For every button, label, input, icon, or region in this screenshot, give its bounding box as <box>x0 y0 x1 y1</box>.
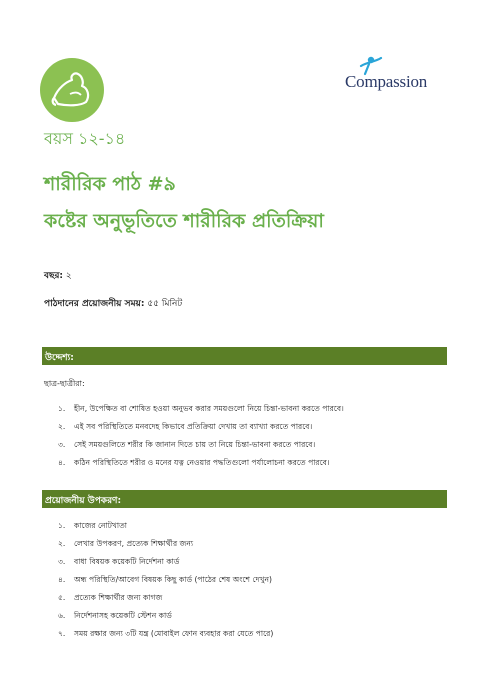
time-value: ৫৫ মিনিট <box>147 299 183 309</box>
lesson-number: শারীরিক পাঠ #৯ <box>44 173 176 195</box>
list-item-number: ২. <box>58 539 66 548</box>
list-item-text: অন্ধ পরিস্থিতি/আবেগ বিষয়ক কিছু কার্ড (পাঠের শেষ অংশে দেখুন) <box>74 575 273 584</box>
year-value: ২ <box>65 271 72 281</box>
list-item-text: সেই সময়গুলিতে শরীর কি জানান দিতে চায় তা নিয়ে চিন্তা-ভাবনা করতে পারবে। <box>74 440 316 449</box>
year-label: বছর: <box>44 271 64 281</box>
list-item-number: ৬. <box>58 611 66 620</box>
list-item-number: ৪. <box>58 575 66 584</box>
materials-heading-bar <box>42 490 447 508</box>
list-item-text: বাধা বিষয়ক কয়েকটি নির্দেশনা কার্ড <box>74 557 180 566</box>
list-item-text: কাজের নোটখাতা <box>74 521 127 530</box>
age-range: বয়স ১২-১৪ <box>44 129 126 148</box>
list-item-text: নির্দেশনাসহ কয়েকটি স্টেশন কার্ড <box>74 611 172 620</box>
list-item-number: ১. <box>58 404 66 413</box>
materials-heading: প্রয়োজনীয় উপকরণ: <box>45 496 122 506</box>
list-item-text: হীন, উপেক্ষিত বা শোষিত হওয়া অনুভব করার সময়গুলো নিয়ে চিন্তা-ভাবনা করতে পারবে। <box>74 404 344 413</box>
list-item-number: ২. <box>58 422 66 431</box>
list-item-number: ১. <box>58 521 66 530</box>
list-item-number: ৩. <box>58 557 66 566</box>
list-item-number: ৭. <box>58 629 66 638</box>
list-item-text: এই সব পরিস্থিতিতে মনবদেহ কিভাবে প্রতিক্রিয়া দেখায় তা ব্যাখ্যা করতে পারবে। <box>74 422 313 431</box>
list-item-text: প্রত্যেক শিক্ষার্থীর জন্য কাগজ <box>74 593 163 602</box>
list-item-number: ৩. <box>58 440 66 449</box>
flexed-arm-icon <box>40 58 104 122</box>
time-line <box>44 296 182 311</box>
time-label: পাঠদানের প্রয়োজনীয় সময়: <box>44 299 145 309</box>
objectives-intro: ছাত্র-ছাত্রীরা: <box>44 379 85 388</box>
compassion-logo <box>345 58 447 98</box>
list-item-text: কঠিন পরিস্থিতিতে শরীর ও মনের যত্ন নেওয়ার পদ্ধতিগুলো পর্যালোচনা করতে পারবে। <box>74 458 330 467</box>
objectives-heading: উদ্দেশ্য: <box>45 353 74 363</box>
list-item-text: সময় রক্ষার জন্য ৩টি যন্ত্র (মোবাইল ফোন ব্যবহার করা যেতে পারে) <box>74 629 274 638</box>
logo-text: Compassion <box>345 72 428 91</box>
objectives-heading-bar <box>42 347 447 365</box>
list-item-number: ৫. <box>58 593 66 602</box>
lesson-title: কষ্টের অনুভূতিতে শারীরিক প্রতিক্রিয়া <box>44 210 324 232</box>
list-item-number: ৪. <box>58 458 66 467</box>
year-line <box>44 268 72 283</box>
list-item-text: লেখার উপকরণ, প্রত্যেক শিক্ষার্থীর জন্য <box>74 539 194 548</box>
